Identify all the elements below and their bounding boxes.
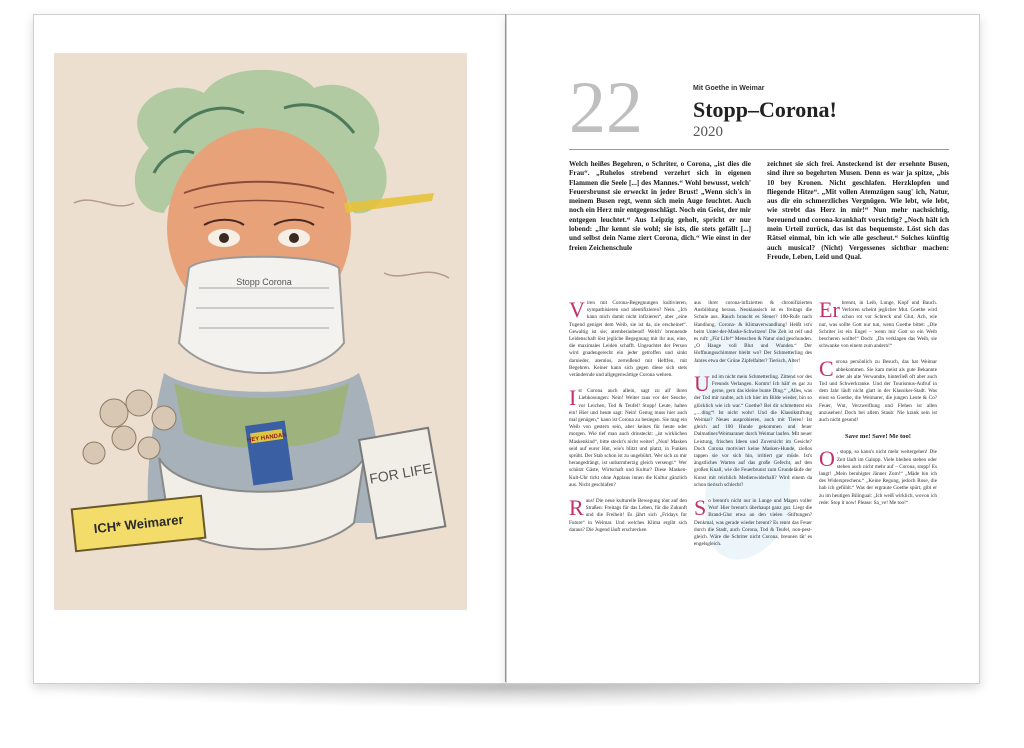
paragraph-text: , stopp, so kann's nicht mehr weitergehen! Die Zeit läuft im Galopp. Viele bleiben stehen oder stehen auch nicht mehr auf – Corona, stopp! Es langt! „Mein beruhigter Jänner Zorn!“ „Mäde bin ich des Widersprechens.“ „Keine Regung, jedoch Rose, die hab ich gefühlt.“ Was der ergraute Goethe spürt, gibt er zu im heutigen Bilingual: „Ich weiß wirklich, wovon ich rede: Stop it now! Please: Sa_ve! Me too!“: [819, 449, 937, 506]
drop-cap: I: [569, 385, 577, 411]
paragraph-text: iren mit Corona-Begegnungen kultivieren, sympathisieren und identifizieren? Nein. „Ich kann mich damit nicht infizieren“, aber „eine Tugend geniget dem Weib, sie ist da, sie erscheinet“. Gewaltig ist sie; atemberaubend! Welch' brennende Leidenschaft löst jegliche Begegnung mit ihr aus, eine, die maximales Leiden schafft. Ungeachtet der Person wird gnadengerecht ein jeder getroffen und sinkt darnieder, atemlos, zerreißend mit Heftfen, mit Begehren. Keiner kann sich gegen diese sich stets verändernde und allgegenwärtige Corona wehren.: [569, 300, 687, 379]
body-paragraph: [569, 297, 687, 379]
body-paragraph: [819, 297, 937, 350]
chapter-number: 22: [569, 67, 643, 149]
chapter-title: Stopp–Corona!: [693, 97, 837, 122]
body-paragraph: [569, 495, 687, 534]
book-text: HEY HANDAN: [246, 432, 288, 444]
drop-cap: U: [694, 370, 710, 396]
paragraph-text: o brennt's nicht nur in Lunge und Magen voller Wut! Hier brennt's überhaupt ganz gut. Liegt die Brand-Glut etwa an den vielen -Stiftungen? Denkmal, was gerade wieder brennt? Es rennt das Feuer durch die Stadt, auch Corona, Tod & Teufel, non-pest-gleich. Wäre die Schriter nicht Corona, brennen tät' es engelsgleich.: [694, 498, 812, 548]
drop-cap: R: [569, 495, 584, 521]
artwork-illustration: [54, 53, 467, 610]
body-column-3: [819, 297, 937, 516]
paragraph-text: nd im nicht mein Schmetterling. Zittend vor des Freunds Verlangen. Komm! Ich hält' es gar zu gerne, gern das kleine bunte Ding.“ „Alles, was der Tod mir raubte, ach ich hier im Bilde wieder, bin so glücklich wie ich war.“ Goethe? Bei dir schmetterst ein „…ding“! Ist nicht wohr! Und die Klassikstiftung Weimar? Neues ausprobieren, auch mit Tieren! Ist gleich auf 100 Hunde gekommen und feuer Dalmatiner/Weimaraner durch Weimar laufen. Mit neuer Leistung, frischen Ideen und Zuversicht im Gesicht? Doch Corona motiviert keine Masken-Hunde, ziellos tappen sie vor sich hin, irritiert gar müde. Ist's ängstliches Warten auf das große Gefecht, auf den großen Knall, wie die Feuerbrunst zum Grundeläufe der Kunst mit reichlich Medienwiderhall? Wird einem da schon tierisch schlecht?: [694, 373, 812, 488]
body-paragraph: [819, 356, 937, 424]
chapter-year: 2020: [693, 124, 723, 140]
body-paragraph: [694, 495, 812, 548]
drop-cap: C: [819, 356, 834, 382]
left-page: [33, 14, 507, 684]
paragraph-text: brennt, in Leib, Lunge, Kopf und Bauch. Verloren scheint jeglicher Mut. Goethe wird schon rot vor Schreck und Glut. Ach, wie nur, was sollte Gott nur tun, wenn Goethe bittet: „Die Schriter ist ein Engel – wenn mir Gott so ein Weib bescheren wollte!“ Doch: „Da verklagen das Weib, sie schwanke von einem zum andern!“: [819, 300, 937, 350]
drop-cap: O: [819, 446, 835, 472]
right-page: [506, 14, 980, 684]
for-life-text: FOR LIFE: [368, 459, 433, 487]
chapter-kicker: Mit Goethe in Weimar: [693, 85, 765, 92]
drop-cap: S: [694, 495, 707, 521]
subheading-save-me: Save me! Save! Me too!: [845, 433, 911, 441]
body-column-2: [694, 300, 812, 558]
paragraph-text: orona persönlich zu Besuch, das hat Weimar abbekommen. Sie kam meist als gute Bekannte oder als alte Verwandte, hinterließ oft aber auch Tod und Schwerkranke. Und der Tourismus-Aufruf in dem Jahr läuft nicht glatt in der Klassiker-Stadt. Was einst so Goethe, die Weimarer, die jungen Leute & Co? Feuer, Wut, Verzweiflung und Flehen ist allen anzusehen! Doch bei allem Staub: Nie krank sein ist auch nicht gesund!: [819, 359, 937, 424]
drop-cap: Er: [819, 297, 840, 322]
paragraph-text: aus! Die neue kulturelle Bewegung tönt auf den Straßen: Freitags für das Leben, für die Zukunft und die Freiheit! Es jährt sich „Fridays for Future“ in Weimar. Und welches Klima ergibt sich daraus? Die Jugend läuft erschrecken: [569, 498, 687, 533]
goethe-artwork: [54, 53, 467, 610]
header-rule: [569, 149, 949, 150]
mask-text: Stopp Corona: [236, 277, 292, 287]
paragraph-text: st Corona auch allein, sagt zu all' ihren Liebkosungen: Nein! Weiter raus vor der Seuche, vor Leichen, Tod & Teufel! Stopp! Leute, halten ein! Hier und heute sagt: Nein! Genug muss hier auch mal genügen,“ kann ist Corona zu besiegen. Sie mag ein Weib von gestern sein, aber keines für heute oder morgen. Wie tief man auch drinsteckt: „ist wirklichen Maskenkind“, bitte steckt's nicht weiter! „Nun! Masken seid auf eurer Hut, wie's blitzt und platzt, in Funken sprüht. Der Stab schon ist zu ungebührt. Wer sich zu mir herangedrängt, ist unbarmherzig gleich versengt.“ Wer schützt Gäste, Wirtschaft und Kultur? Diese Masken-Kult-Uhr tickt ohne Applaus innen die Kultur gänzlich aus. Nicht geschlafen?: [569, 388, 687, 488]
paragraph-text: aus ihrer corona-infizierten & chronifizierten Ausbildung heraus. Neoklassisch ist es freitags die Schule aus. Rauch braucht es Steuer? 100-Rufe nach Handlung. Corona- & Klimaverwandlung! Heißt ist's beim Unter-der-Maske-Schwitzen! Die Zeit ist reif und es ruft: „Für Life!“ Menschen & Natur sind geschunden. „O Hauge voll Blut und Wunden.“ Der Hoffnungsschimmer bleibt wo? Der Schmetterling des Jahres etwa der Grüne Zipfelfalter? Tierisch, Alter!: [694, 300, 812, 364]
body-paragraph: [569, 385, 687, 489]
body-paragraph: [694, 370, 812, 489]
body-column-1: [569, 297, 687, 543]
intro-paragraph-left: Welch heißes Begehren, o Schriter, o Corona, „ist dies die Frau“. „Ruhelos strebend verzehrt sich in eigenen Flammen die Seele [...] des Mannes.“ Wohl bewusst, welch' Feuersbrunst sie erweckt in jeder Brust! „Wenn sich's in meinem Busen regt, wenn sich mein Auge feuchtet. Auch noch ein Herz mir entgegenschlägt. Noch ein Geist, der mir entgegen leuchtet.“ Aus Leipzig geholt, spricht er nur lobend: „Ihr kennt sie wohl; sie ists, die stets gefällt [...] und selbst dein Name ziert Corona, dich.“ Wie einst in der freien Zeichenschule: [569, 160, 751, 252]
body-paragraph: [694, 300, 812, 365]
sign-text: ICH* Weimarer: [93, 511, 185, 537]
intro-paragraph-right: zeichnet sie sich frei. Ansteckend ist der ersehnte Busen, sind ihre so begehrten Musen. Denn es war ja spitze, „bis 10 bey Kronen. Nicht geschlafen. Herzklopfen und fliegende Hitze“. „Mit vollen Atemzügen saug' ich, Natur, aus dir ein schmerzliches Vergnügen. Wie lebt, wie lebt, wie strebt das Herz in mir!“ Nun mehr nachsichtig, bereuend und corona-krankhaft vorsichtig? „Noch hält ich mein Urteil zurück, das ist das bequemste. Löst sich das Rätsel einmal, bin ich wie alle gescheut.“ Solches künftig auch musical? (Nicht) Vergessenes sichtbar machen: Freude, Leben, Leid und Qual.: [767, 160, 949, 261]
drop-cap: V: [569, 297, 585, 322]
body-paragraph: [819, 446, 937, 507]
